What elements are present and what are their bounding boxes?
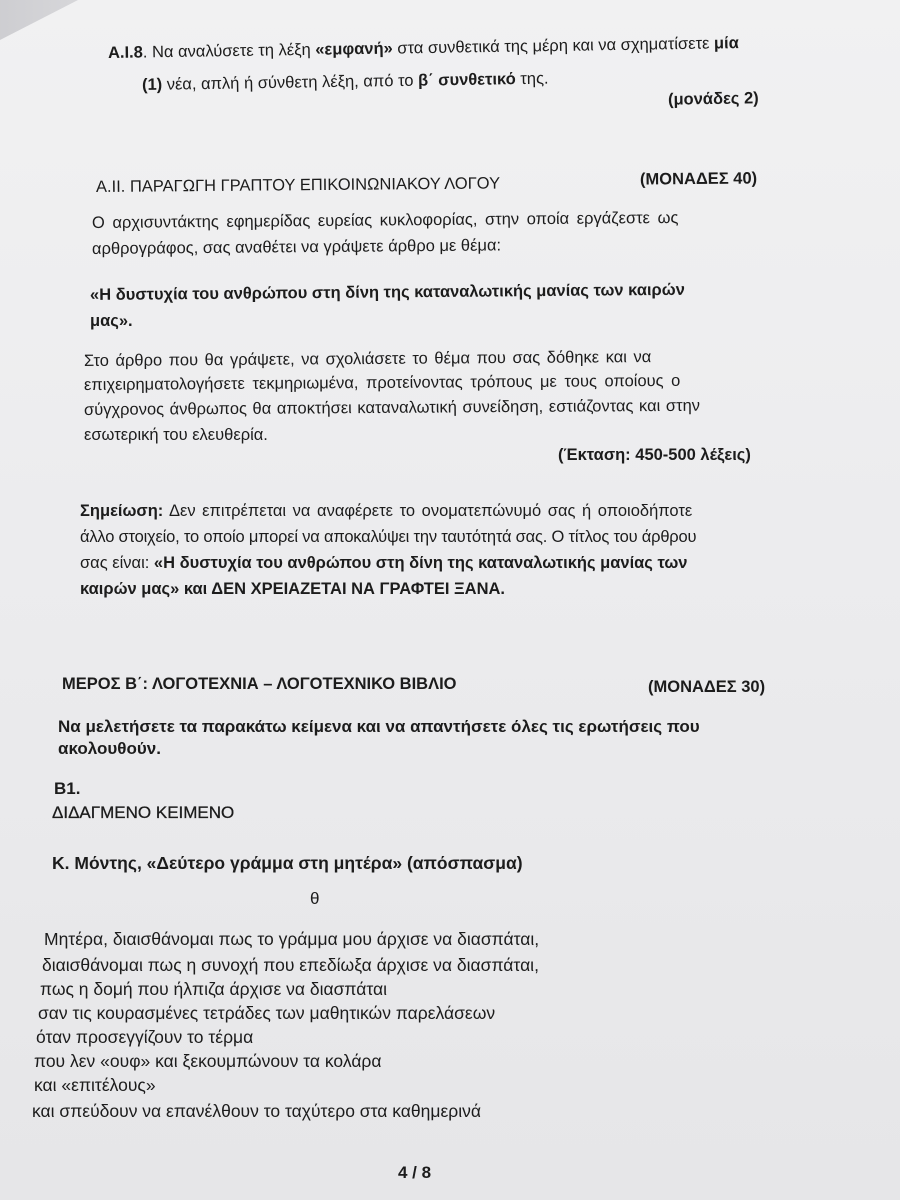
a2-topic-line1: «Η δυστυχία του ανθρώπου στη δίνη της καταναλωτικής μανίας των καιρών (89, 280, 685, 304)
poem-line: σαν τις κουρασμένες τετράδες των μαθητικών παρελάσεων (38, 1003, 496, 1023)
a2-note-line4: καιρών μας» και ΔΕΝ ΧΡΕΙΑΖΕΤΑΙ ΝΑ ΓΡΑΦΤΕΙ ΞΑΝΑ. (80, 580, 506, 598)
poem-line: Μητέρα, διαισθάνομαι πως το γράμμα μου άρχισε να διασπάται, (44, 929, 540, 949)
page-number: 4 / 8 (398, 1163, 432, 1182)
keyword-emfani: «εμφανή» (315, 39, 393, 59)
b-instruction-line1: Να μελετήσετε τα παρακάτω κείμενα και να απαντήσετε όλες τις ερωτήσεις που (58, 717, 700, 736)
poem-line: και σπεύδουν να επανέλθουν το ταχύτερο στα καθημερινά (32, 1101, 481, 1121)
a2-task-line1: Στο άρθρο που θα γράψετε, να σχολιάσετε το θέμα που σας δόθηκε και να (83, 348, 652, 370)
poem-line: όταν προσεγγίζουν το τέρμα (36, 1027, 254, 1047)
poem-number: θ (310, 889, 320, 908)
a2-intro-line1: Ο αρχισυντάκτης εφημερίδας ευρείας κυκλοφορίας, στην οποία εργάζεστε ως (91, 208, 679, 232)
note-label: Σημείωση: (80, 502, 164, 520)
a2-topic-line2: μας». (90, 312, 133, 330)
question-a18-points: (μονάδες 2) (667, 89, 759, 109)
question-a18-line1: Α.Ι.8. Να αναλύσετε τη λέξη «εμφανή» στα συνθετικά της μέρη και να σχηματίσετε μία (107, 34, 739, 62)
a2-intro-line2: αρθρογράφος, σας αναθέτει να γράψετε άρθρο με θέμα: (91, 236, 502, 258)
a2-task-line4: εσωτερική του ελευθερία. (84, 426, 268, 444)
poem-line: πως η δομή που ήλπιζα άρχισε να διασπάται (40, 979, 387, 999)
a2-task-line3: σύγχρονος άνθρωπος θα αποκτήσει καταναλωτική συνείδηση, εστιάζοντας και στην (83, 396, 701, 419)
section-b-points: (ΜΟΝΑΔΕΣ 30) (648, 678, 766, 696)
question-code: Α.Ι.8 (107, 43, 143, 62)
a2-note-line2: άλλο στοιχείο, το οποίο μπορεί να αποκαλύψει την ταυτότητά σας. Ο τίτλος του άρθρου (80, 528, 697, 546)
section-b-heading: ΜΕΡΟΣ Β΄: ΛΟΓΟΤΕΧΝΙΑ – ΛΟΓΟΤΕΧΝΙΚΟ ΒΙΒΛΙΟ (62, 675, 457, 693)
b-instruction-line2: ακολουθούν. (58, 739, 161, 758)
b1-heading: ΔΙΔΑΓΜΕΝΟ ΚΕΙΜΕΝΟ (52, 803, 235, 822)
a2-task-line2: επιχειρηματολογήσετε τεκμηριωμένα, προτείνοντας τρόπους με τους οποίους ο (83, 371, 681, 394)
poem-line: διαισθάνομαι πως η συνοχή που επεδίωξα άρχισε να διασπάται, (42, 955, 539, 975)
a2-length: (Έκταση: 450-500 λέξεις) (558, 446, 751, 464)
poem-line: και «επιτέλους» (34, 1075, 156, 1095)
section-a2-points: (ΜΟΝΑΔΕΣ 40) (639, 169, 758, 189)
b1-label: Β1. (54, 779, 81, 798)
poem-line: που λεν «ουφ» και ξεκουμπώνουν τα κολάρα (34, 1051, 382, 1071)
section-a2-heading: Α.ΙΙ. ΠΑΡΑΓΩΓΗ ΓΡΑΠΤΟΥ ΕΠΙΚΟΙΝΩΝΙΑΚΟΥ ΛΟΓΟΥ (95, 174, 501, 196)
poem-title: Κ. Μόντης, «Δεύτερο γράμμα στη μητέρα» (απόσπασμα) (52, 853, 523, 873)
question-a18-line2: (1) νέα, απλή ή σύνθετη λέξη, από το β΄ συνθετικό της. (141, 69, 549, 94)
a2-note-line3: σας είναι: «Η δυστυχία του ανθρώπου στη δίνη της καταναλωτικής μανίας των (80, 554, 688, 572)
a2-note-line1: Σημείωση: Δεν επιτρέπεται να αναφέρετε το ονοματεπώνυμό σας ή οποιοδήποτε (80, 502, 693, 520)
